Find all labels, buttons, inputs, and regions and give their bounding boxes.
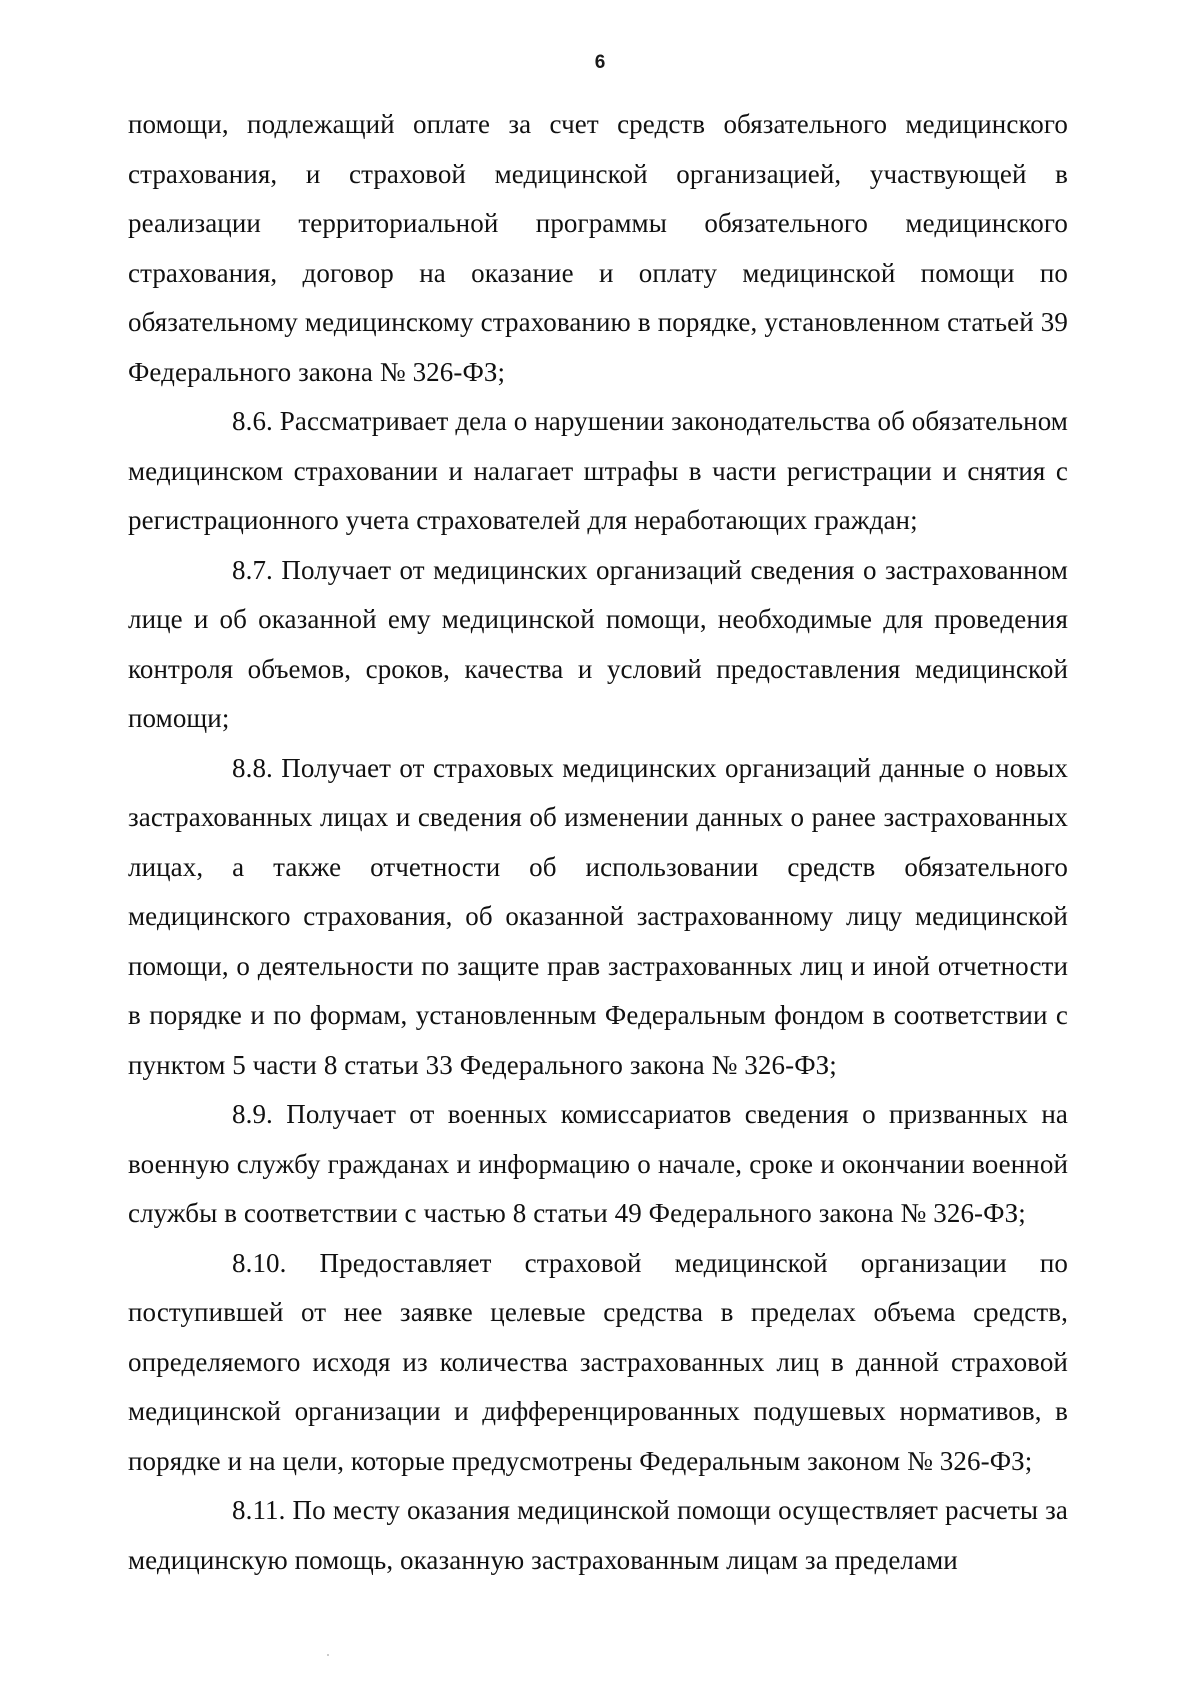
paragraph-8-6: 8.6. Рассматривает дела о нарушении законодательства об обязательном медицинском страховании и налагает штрафы в части регистрации и снятия с регистрационного учета страхователей для неработающих граждан; xyxy=(128,406,1068,535)
paragraph-8-8: 8.8. Получает от страховых медицинских организаций данные о новых застрахованных лицах и сведения об изменении данных о ранее застрахованных лицах, а также отчетности об использовании средств обязательного медицинского страхования, об оказанной застрахованному лицу медицинской помощи, о деятельности по защите прав застрахованных лиц и иной отчетности в порядке и по формам, установленным Федеральным фондом в соответствии с пунктом 5 части 8 статьи 33 Федерального закона № 326-ФЗ; xyxy=(128,752,1068,1080)
paragraph-8-10: 8.10. Предоставляет страховой медицинской организации по поступившей от нее заявке целевые средства в пределах объема средств, определяемого исходя из количества застрахованных лиц в данной страховой медицинской организации и дифференцированных подушевых нормативов, в порядке и на цели, которые предусмотрены Федеральным законом № 326-ФЗ; xyxy=(128,1247,1068,1476)
paragraph-8-7: 8.7. Получает от медицинских организаций сведения о застрахованном лице и об оказанной ему медицинской помощи, необходимые для проведения контроля объемов, сроков, качества и условий предоставления медицинской помощи; xyxy=(128,554,1068,733)
paragraph-8-11: 8.11. По месту оказания медицинской помощи осуществляет расчеты за медицинскую помощь, оказанную застрахованным лицам за пределами xyxy=(128,1495,1068,1575)
document-body xyxy=(128,100,1068,1585)
page-number: 6 xyxy=(594,52,606,73)
scan-speck xyxy=(327,1654,329,1656)
paragraph-continuation: помощи, подлежащий оплате за счет средств обязательного медицинского страхования, и страховой медицинской организацией, участвующей в реализации территориальной программы обязательного медицинского страхования, договор на оказание и оплату медицинской помощи по обязательному медицинскому страхованию в порядке, установленном статьей 39 Федерального закона № 326-ФЗ; xyxy=(128,109,1068,387)
paragraph-8-9: 8.9. Получает от военных комиссариатов сведения о призванных на военную службу гражданах и информацию о начале, сроке и окончании военной службы в соответствии с частью 8 статьи 49 Федерального закона № 326-ФЗ; xyxy=(128,1099,1068,1228)
